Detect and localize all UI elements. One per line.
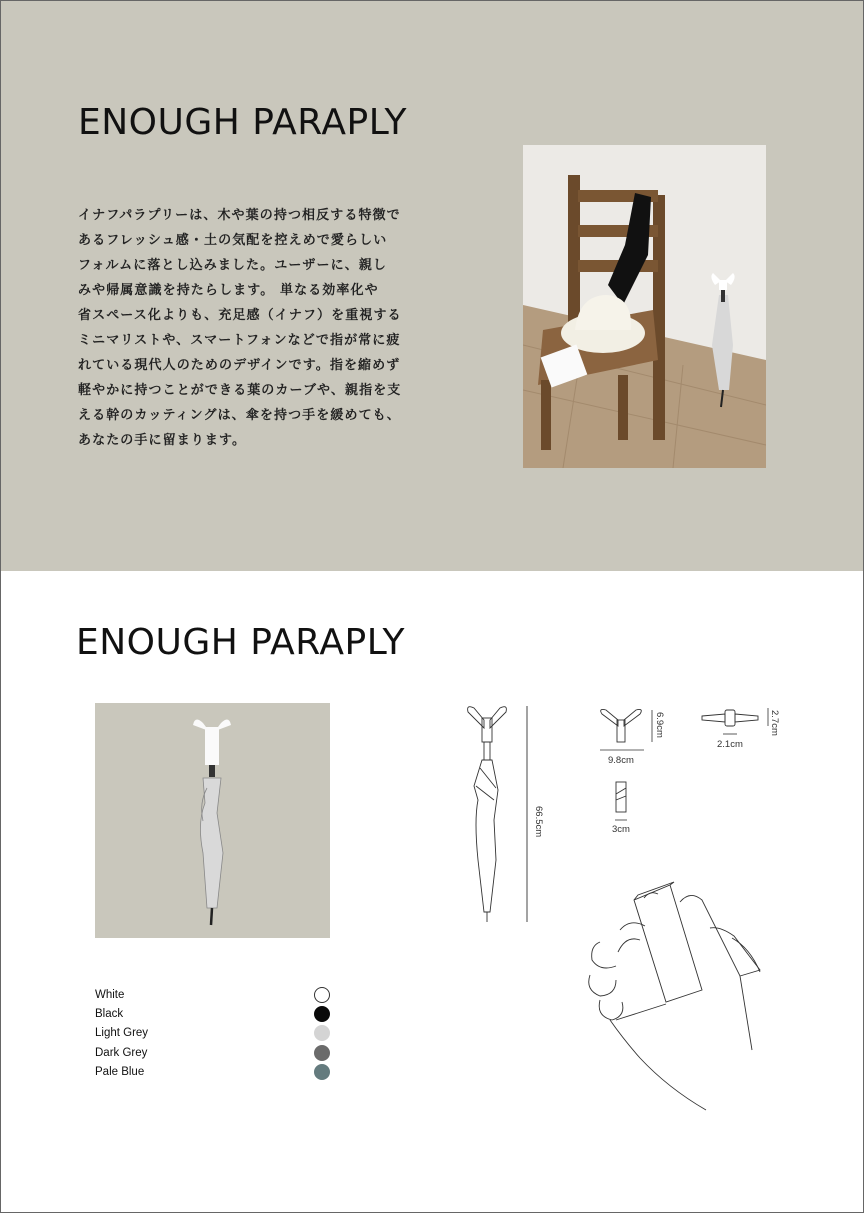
page-title: ENOUGH PARAPLY [78, 102, 407, 143]
color-name: White [95, 988, 125, 1001]
side-height-label: 2.7cm [769, 710, 780, 736]
chair-photo [523, 145, 766, 468]
umbrella-drawing [468, 707, 507, 922]
head-side-drawing [702, 710, 758, 726]
color-name: Light Grey [95, 1027, 149, 1040]
umbrella-product-image [95, 703, 330, 938]
side-width-label: 2.1cm [717, 739, 743, 750]
color-name: Dark Grey [95, 1046, 148, 1059]
color-option-white [95, 985, 335, 1004]
section-title: ENOUGH PARAPLY [76, 622, 405, 663]
head-front-drawing [601, 710, 642, 743]
color-swatch-white [314, 987, 330, 1003]
color-swatch-dark-grey [314, 1045, 330, 1061]
color-option-pale-blue [95, 1062, 335, 1081]
length-label: 66.5cm [533, 806, 544, 838]
color-name: Black [95, 1007, 124, 1020]
stem-drawing [616, 782, 626, 812]
color-list [95, 985, 335, 1081]
color-swatch-light-grey [314, 1025, 330, 1041]
color-option-dark-grey [95, 1043, 335, 1062]
color-option-black [95, 1004, 335, 1023]
color-name: Pale Blue [95, 1065, 145, 1078]
color-option-light-grey [95, 1024, 335, 1043]
technical-drawing [440, 690, 820, 1130]
stem-width-label: 3cm [612, 824, 630, 835]
color-swatch-black [314, 1006, 330, 1022]
head-width-label: 9.8cm [608, 755, 634, 766]
head-height-label: 6.9cm [654, 712, 665, 738]
color-swatch-pale-blue [314, 1064, 330, 1080]
description-text: イナフパラプリーは、木や葉の持つ相反する特徴で あるフレッシュ感・土の気配を控えめで愛らしい フォルムに落とし込みました。ユーザーに、親し みや帰属意識を持たらします。 単なる効率化や 省スペース化よりも、充足感（イナフ）を重視する ミニマリストや、スマートフォンなどで指が常に疲 れている現代人のためのデザインです。指を縮めず 軽やかに持つことができる葉のカーブや、親指を支 える幹のカッティングは、傘を持つ手を緩めても、 あなたの手に留まります。 [78, 208, 402, 448]
hand-holding-drawing [589, 882, 760, 1110]
